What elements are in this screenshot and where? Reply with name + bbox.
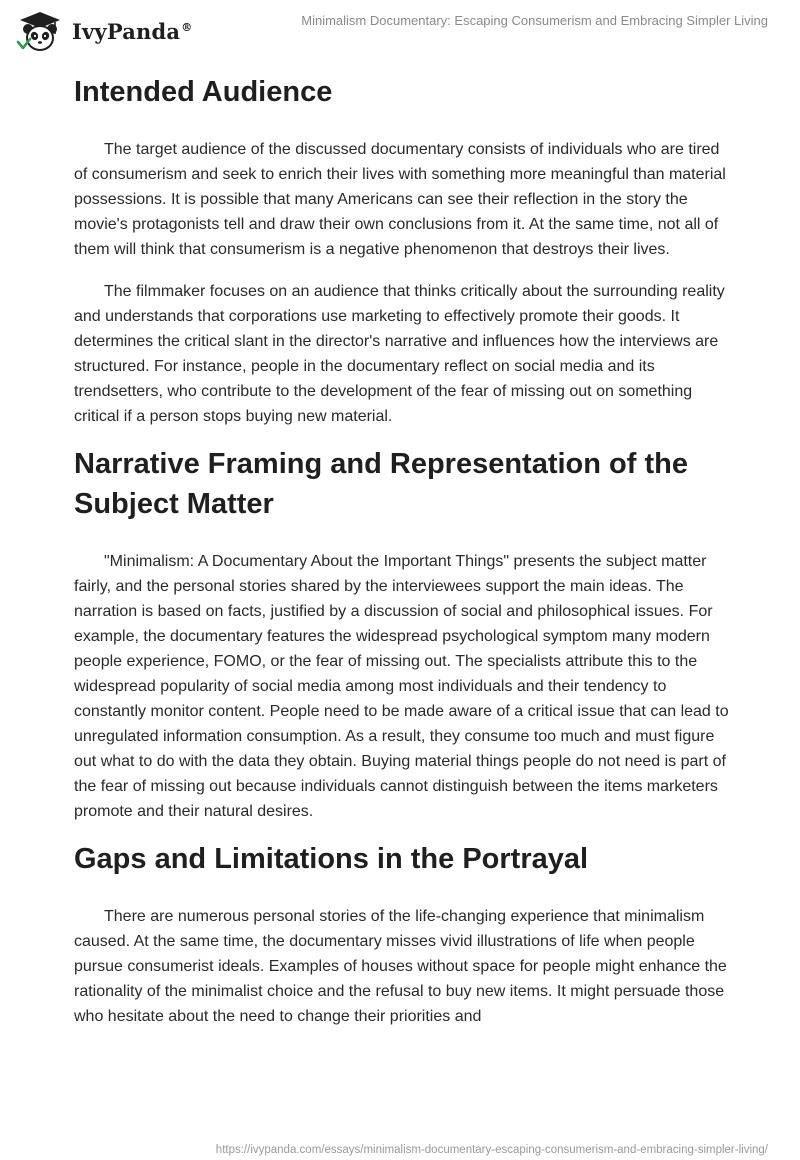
source-url[interactable]: https://ivypanda.com/essays/minimalism-documentary-escaping-consumerism-and-embracing-simpler-living/: [215, 1144, 768, 1156]
brand-logo[interactable]: [14, 10, 192, 54]
section-heading: Intended Audience: [74, 76, 333, 108]
paragraph: The target audience of the discussed documentary consists of individuals who are tired of consumerism and seek to enrich their lives with something more meaningful than material possessions. It is possible that many Americans can see their reflection in the story the movie's protagonists tell and draw their own conclusions from it. At the same time, not all of them will think that consumerism is a negative phenomenon that destroys their lives.: [74, 141, 726, 258]
article-body: [74, 68, 730, 1029]
paragraph: There are numerous personal stories of the life-changing experience that minimalism caused. At the same time, the documentary misses vivid illustrations of life when people pursue consumerist ideals. Examples of houses without space for people might enhance the rationality of the minimalist choice and the refusal to buy new items. It might persuade those who hesitate about the need to change their priorities and: [74, 908, 727, 1025]
section-heading: Narrative Framing and Representation of the Subject Matter: [74, 448, 688, 520]
section-heading: Gaps and Limitations in the Portrayal: [74, 843, 589, 875]
paragraph: The filmmaker focuses on an audience that thinks critically about the surrounding reality and understands that corporations use marketing to effectively promote their goods. It determines the critical slant in the director's narrative and influences how the interviews are structured. For instance, people in the documentary reflect on social media and its trendsetters, who contribute to the development of the fear of missing out on something critical if a person stops buying new material.: [74, 283, 725, 425]
document-title: Minimalism Documentary: Escaping Consumerism and Embracing Simpler Living: [301, 13, 768, 28]
brand-name: IvyPanda®: [72, 19, 193, 44]
page-header: [0, 0, 800, 64]
panda-graduate-logo-icon: [14, 10, 66, 54]
paragraph: "Minimalism: A Documentary About the Important Things" presents the subject matter fairly, and the personal stories shared by the interviewees support the main ideas. The narration is based on facts, justified by a discussion of social and philosophical issues. For example, the documentary features the widespread psychological symptom many modern people experience, FOMO, or the fear of missing out. The specialists attribute this to the widespread popularity of social media among most individuals and their tendency to constantly monitor content. People need to be made aware of a critical issue that can lead to unregulated information consumption. As a result, they consume too much and must figure out what to do with the data they obtain. Buying material things people do not need is part of the fear of missing out because individuals cannot distinguish between the items marketers promote and their natural desires.: [74, 553, 729, 820]
